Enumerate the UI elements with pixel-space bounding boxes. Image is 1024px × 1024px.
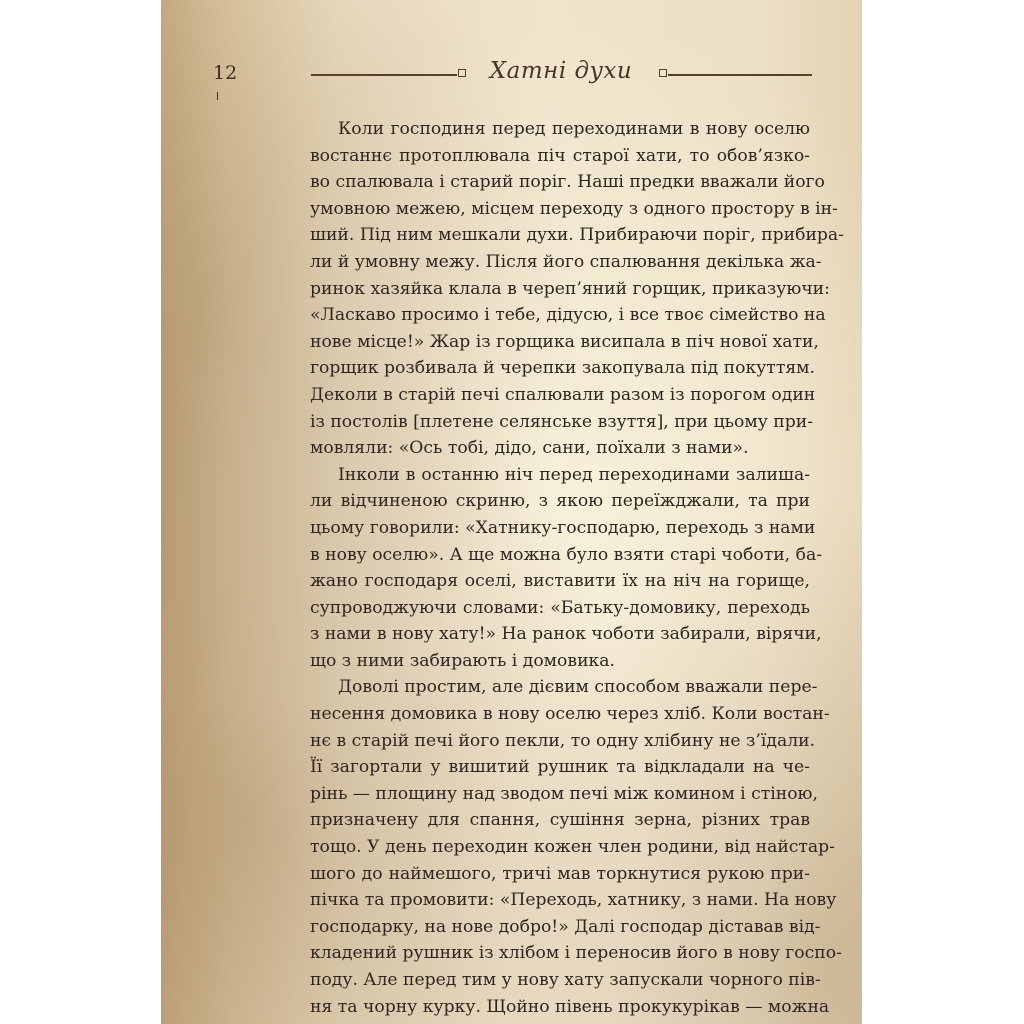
header-rule-right <box>668 74 812 76</box>
text-line: господарку, на нове добро!» Далі господар діставав від- <box>310 916 821 937</box>
text-line: ринок хазяйка клала в череп’яний горщик, приказуючи: <box>310 278 830 299</box>
text-line: кладений рушник із хлібом і переносив його в нову госпо- <box>310 943 842 964</box>
running-title: Хатні духи <box>489 58 633 84</box>
text-line: рінь — площину над зводом печі між комином і стіною, <box>310 783 818 804</box>
text-line: ли відчиненою скриню, з якою переїжджали, та при <box>310 491 810 512</box>
text-line: горщик розбивала й черепки закопувала під покуттям. <box>310 358 816 379</box>
text-line: ли й умовну межу. Після його спалювання декілька жа- <box>310 251 822 272</box>
text-line: цьому говорили: «Хатнику-господарю, переходь з нами <box>310 517 816 538</box>
text-line: призначену для спання, сушіння зерна, різних трав <box>310 810 810 831</box>
text-line: що з ними забирають і домовика. <box>310 650 615 671</box>
header-rule-left <box>311 74 457 76</box>
text-line: востаннє протоплювала піч старої хати, то обов’язко- <box>310 145 810 166</box>
text-line: жано господаря оселі, виставити їх на ніч на горище, <box>310 571 810 592</box>
text-line: умовною межею, місцем переходу з одного простору в ін- <box>310 198 838 219</box>
text-line: Деколи в старій печі спалювали разом із порогом один <box>310 384 816 405</box>
text-line: поду. Але перед тим у нову хату запускали чорного пів- <box>310 970 821 990</box>
text-line: Інколи в останню ніч перед переходинами залиша- <box>338 464 810 485</box>
paragraph <box>310 116 844 462</box>
header-ornament-right <box>659 69 667 77</box>
text-line: ня та чорну курку. Щойно півень прокукурікав — можна <box>310 996 830 1017</box>
text-line: Її загортали у вишитий рушник та відкладали на че- <box>310 757 810 778</box>
paragraph <box>310 462 823 675</box>
header-ornament-left <box>458 69 466 77</box>
text-line: супроводжуючи словами: «Батьку-домовику, переходь <box>310 597 810 618</box>
text-line: мовляли: «Ось тобі, дідо, сани, поїхали з нами». <box>310 438 749 459</box>
text-line: пічка та промовити: «Переходь, хатнику, з нами. На нову <box>310 890 837 911</box>
text-line: во спалювала і старий поріг. Наші предки вважали його <box>310 172 825 193</box>
text-line: в нову оселю». А ще можна було взяти старі чоботи, ба- <box>310 544 823 565</box>
text-line: шого до наймешого, тричі мав торкнутися рукою при- <box>310 863 810 884</box>
text-line: Коли господиня перед переходинами в нову оселю <box>338 119 810 139</box>
body-text <box>310 116 844 1020</box>
text-line: ший. Під ним мешкали духи. Прибираючи поріг, прибира- <box>310 225 844 246</box>
book-page <box>161 0 862 1024</box>
text-line: тощо. У день переходин кожен член родини, від найстар- <box>310 837 835 858</box>
text-line: нє в старій печі його пекли, то одну хлібину не з’їдали. <box>310 730 816 751</box>
text-line: із постолів [плетене селянське взуття], при цьому при- <box>310 411 814 432</box>
page-number-mark <box>217 92 218 100</box>
text-line: з нами в нову хату!» На ранок чоботи забирали, вірячи, <box>310 624 822 645</box>
paragraph <box>310 674 842 1020</box>
page-number: 12 <box>213 62 238 84</box>
text-line: нове місце!» Жар із горщика висипала в піч нової хати, <box>310 331 819 352</box>
text-line: несення домовика в нову оселю через хліб. Коли востан- <box>310 704 830 725</box>
text-line: «Ласкаво просимо і тебе, дідусю, і все твоє сімейство на <box>310 305 826 326</box>
text-line: Доволі простим, але дієвим способом вважали пере- <box>338 677 818 698</box>
